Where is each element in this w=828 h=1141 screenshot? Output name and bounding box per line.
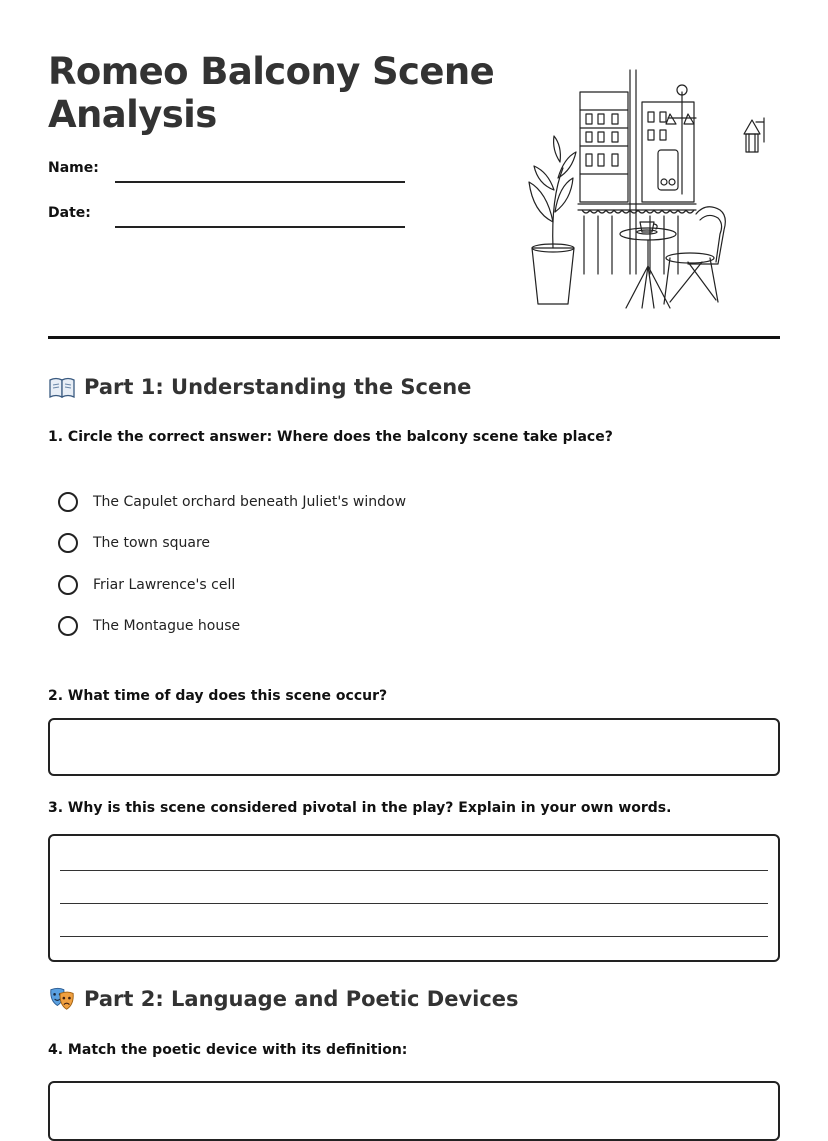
name-label: Name: [48, 160, 99, 176]
option-montague-house[interactable] [58, 616, 240, 636]
option-capulet-orchard[interactable] [58, 492, 406, 512]
question-3: 3. Why is this scene considered pivotal in the play? Explain in your own words. [48, 800, 672, 816]
part2-heading-text: Part 2: Language and Poetic Devices [84, 987, 519, 1011]
writing-line [60, 903, 768, 904]
section-divider [48, 336, 780, 339]
name-field[interactable] [115, 181, 405, 183]
option-friar-lawrence-cell[interactable] [58, 575, 235, 595]
poetic-device-matching-box[interactable] [48, 1081, 780, 1141]
part2-heading [48, 986, 519, 1012]
option-town-square[interactable] [58, 533, 210, 553]
pivotal-scene-answer-box[interactable] [48, 834, 780, 962]
part1-heading [48, 374, 471, 400]
option-label: Friar Lawrence's cell [93, 577, 236, 593]
radio-circle[interactable] [58, 492, 78, 512]
balcony-cafe-illustration [520, 62, 780, 314]
part1-heading-text: Part 1: Understanding the Scene [84, 375, 472, 399]
time-of-day-answer-box[interactable] [48, 718, 780, 776]
question-1: 1. Circle the correct answer: Where does the balcony scene take place? [48, 429, 613, 445]
radio-circle[interactable] [58, 533, 78, 553]
option-label: The Montague house [93, 618, 241, 634]
option-label: The town square [93, 535, 211, 551]
date-field[interactable] [115, 226, 405, 228]
writing-line [60, 936, 768, 937]
open-book-icon [48, 374, 76, 400]
date-label: Date: [48, 205, 91, 221]
radio-circle[interactable] [58, 616, 78, 636]
radio-circle[interactable] [58, 575, 78, 595]
option-label: The Capulet orchard beneath Juliet's window [93, 494, 407, 510]
question-4: 4. Match the poetic device with its definition: [48, 1042, 408, 1058]
writing-line [60, 870, 768, 871]
theater-masks-icon [48, 986, 76, 1012]
question-2: 2. What time of day does this scene occur? [48, 688, 388, 704]
page-title: Romeo Balcony Scene Analysis [48, 50, 495, 136]
